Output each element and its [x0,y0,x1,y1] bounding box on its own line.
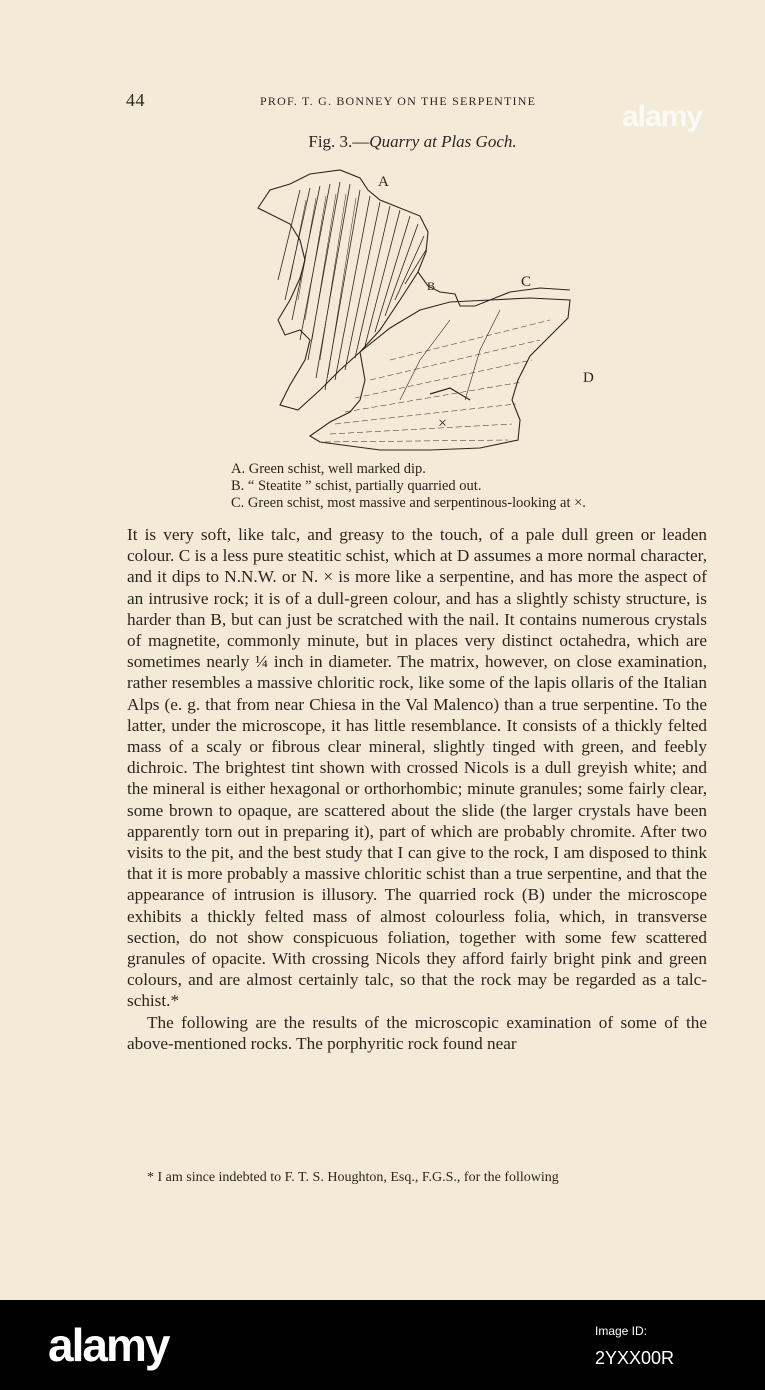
quarry-figure [250,160,600,460]
legend-item-b: B. “ Steatite ” schist, partially quarried out. [231,478,482,494]
running-title: PROF. T. G. BONNEY ON THE SERPENTINE [260,94,537,108]
label-c: C [521,274,532,290]
page-number: 44 [126,90,145,110]
figure-caption [0,132,765,152]
figure-legend [231,461,586,512]
image-id-label: Image ID: [595,1324,648,1338]
quarry-face-b [418,272,570,306]
label-b: B [427,279,436,293]
banner-brand: alamy [48,1319,169,1371]
body-text [127,524,707,1054]
alamy-watermark: alamy [622,100,703,133]
figure-caption-title: Quarry at Plas Goch. [369,132,517,151]
legend-item-a: A. Green schist, well marked dip. [231,461,426,477]
label-x: × [438,415,448,432]
body-paragraph-2: The following are the results of the microscopic examination of some of the above-mentioned rocks. The porphyritic rock found near [127,1012,707,1053]
label-a: A [378,174,389,190]
schist-a-outline [258,170,428,410]
label-d: D [583,370,594,386]
footnote: * I am since indebted to F. T. S. Houghton, Esq., F.G.S., for the following [147,1170,559,1185]
page-header [126,92,586,112]
body-paragraph-1: It is very soft, like talc, and greasy to the touch, of a pale dull green or leaden colour. C is a less pure steatitic schist, which at D assumes a more normal character, and it dips to N.N.W. or N. × is more like a serpentine, and has more the aspect of an intrusive rock; it is of a dull-green colour, and has a slightly schisty structure, is harder than B, but can just be scratched with the nail. It contains numerous crystals of magnetite, commonly minute, but in places very distinct octahedra, which are sometimes nearly ¼ inch in diameter. The matrix, however, on close examination, rather resembles a massive chloritic rock, like some of the lapis ollaris of the Italian Alps (e. g. that from near Chiesa in the Val Malenco) than a true serpentine. To the latter, under the microscope, it has little resemblance. It consists of a thickly felted mass of a scaly or fibrous clear mineral, slightly tinged with green, and feebly dichroic. The brightest tint shown with crossed Nicols is a dull greyish white; and the mineral is either hexagonal or orthorhombic; minute granules; some fairly clear, some brown to opaque, are scattered about the slide (the larger crystals have been apparently torn out in preparing it), part of which are probably chromite. After two visits to the pit, and the best study that I can give to the rock, I am disposed to think that it is more probably a massive chloritic schist than a true serpentine, and that the appearance of intrusion is illusory. The quarried rock (B) under the microscope exhibits a thickly felted mass of almost colourless folia, which, in transverse section, do not show conspicuous foliation, together with some few scattered granules of opacite. With crossing Nicols they afford fairly bright pink and green colours, and are almost certainly talc, so that the rock may be regarded as a talc-schist.* [127,525,707,1011]
figure-caption-prefix: Fig. 3.— [308,132,370,151]
legend-item-c: C. Green schist, most massive and serpentinous-looking at ×. [231,495,586,511]
image-id: 2YXX00R [595,1348,675,1368]
